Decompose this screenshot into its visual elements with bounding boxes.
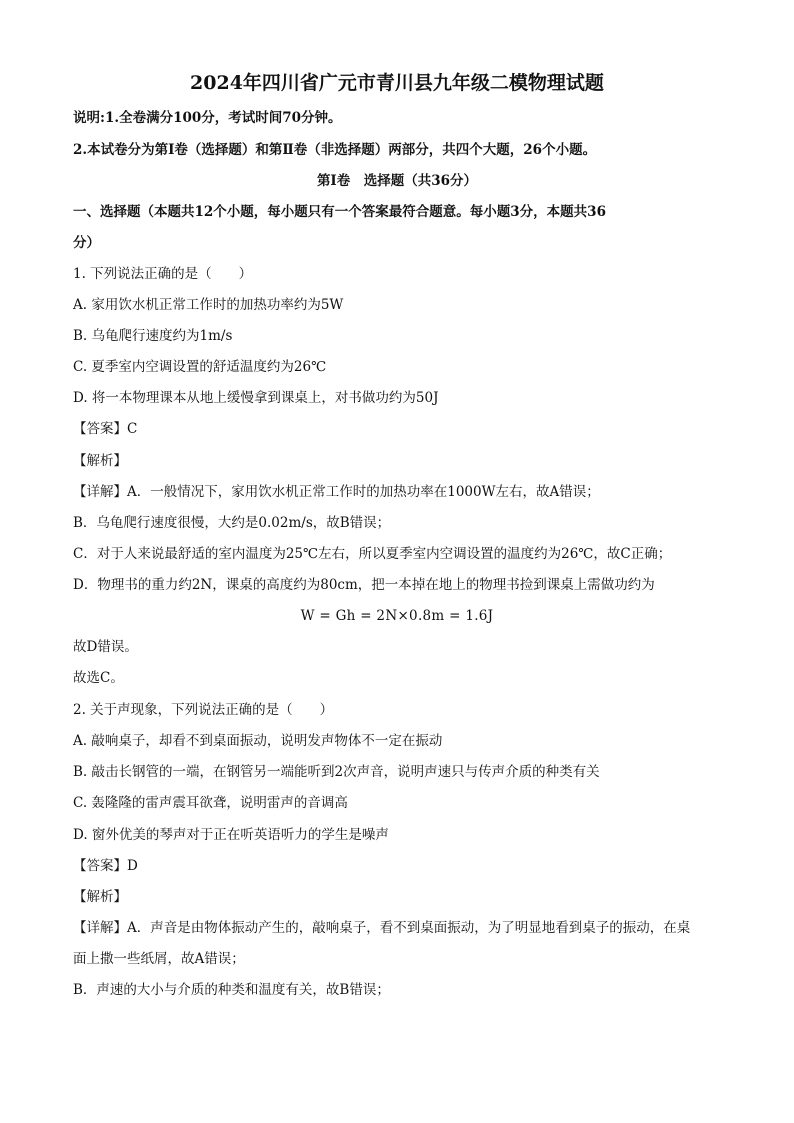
section-instructions-line2: 分） <box>73 235 100 251</box>
q1-final-choice: 故选C。 <box>73 670 124 686</box>
q1-analysis-label: 【解析】 <box>73 453 127 469</box>
q2-detail-b: B．声速的大小与介质的种类和温度有关，故B错误； <box>73 982 390 998</box>
q2-detail-a-line2: 面上撒一些纸屑，故A错误； <box>73 951 245 967</box>
q1-option-a: A. 家用饮水机正常工作时的加热功率约为5W <box>73 297 344 313</box>
q1-detail-c: C．对于人来说最舒适的室内温度为25℃左右，所以夏季室内空调设置的温度约为26℃，故C正确； <box>73 546 672 562</box>
q2-analysis-label: 【解析】 <box>73 889 127 905</box>
note-structure: 2.本试卷分为第Ⅰ卷（选择题）和第Ⅱ卷（非选择题）两部分，共四个大题，26个小题。 <box>73 142 597 158</box>
q1-detail-a: 【详解】A．一般情况下，家用饮水机正常工作时的加热功率在1000W左右，故A错误； <box>73 484 600 500</box>
page-title: 2024年四川省广元市青川县九年级二模物理试题 <box>190 72 604 94</box>
q1-option-d: D. 将一本物理课本从地上缓慢拿到课桌上，对书做功约为50J <box>73 390 439 406</box>
q2-detail-a-line1: 【详解】A．声音是由物体振动产生的，敲响桌子，看不到桌面振动，为了明显地看到桌子的振动，在桌 <box>73 920 691 936</box>
q1-option-c: C. 夏季室内空调设置的舒适温度约为26℃ <box>73 359 327 375</box>
q1-detail-d: D．物理书的重力约2N，课桌的高度约为80cm，把一本掉在地上的物理书捡到课桌上需做功约为 <box>73 577 655 593</box>
q1-d-wrong: 故D错误。 <box>73 639 138 655</box>
q2-option-d: D. 窗外优美的琴声对于正在听英语听力的学生是噪声 <box>73 827 389 843</box>
q1-stem: 1. 下列说法正确的是（ ） <box>73 266 253 282</box>
q1-option-b: B. 乌龟爬行速度约为1m/s <box>73 328 233 344</box>
note-score-time: 说明:1.全卷满分100分，考试时间70分钟。 <box>73 110 342 126</box>
q2-option-a: A. 敲响桌子，却看不到桌面振动，说明发声物体不一定在振动 <box>73 733 443 749</box>
q2-answer: 【答案】D <box>73 858 138 874</box>
q1-work-formula: W = Gh = 2N×0.8m = 1.6J <box>300 608 494 624</box>
q2-option-c: C. 轰隆隆的雷声震耳欲聋，说明雷声的音调高 <box>73 795 348 811</box>
q1-answer: 【答案】C <box>73 421 138 437</box>
q2-option-b: B. 敲击长钢管的一端，在钢管另一端能听到2次声音，说明声速只与传声介质的种类有关 <box>73 764 600 780</box>
section-instructions-line1: 一、选择题（本题共12个小题，每小题只有一个答案最符合题意。每小题3分，本题共36 <box>73 204 606 220</box>
q2-stem: 2. 关于声现象，下列说法正确的是（ ） <box>73 702 334 718</box>
q1-detail-b: B．乌龟爬行速度很慢，大约是0.02m/s，故B错误； <box>73 515 391 531</box>
section-heading: 第Ⅰ卷 选择题（共36分） <box>316 173 478 189</box>
